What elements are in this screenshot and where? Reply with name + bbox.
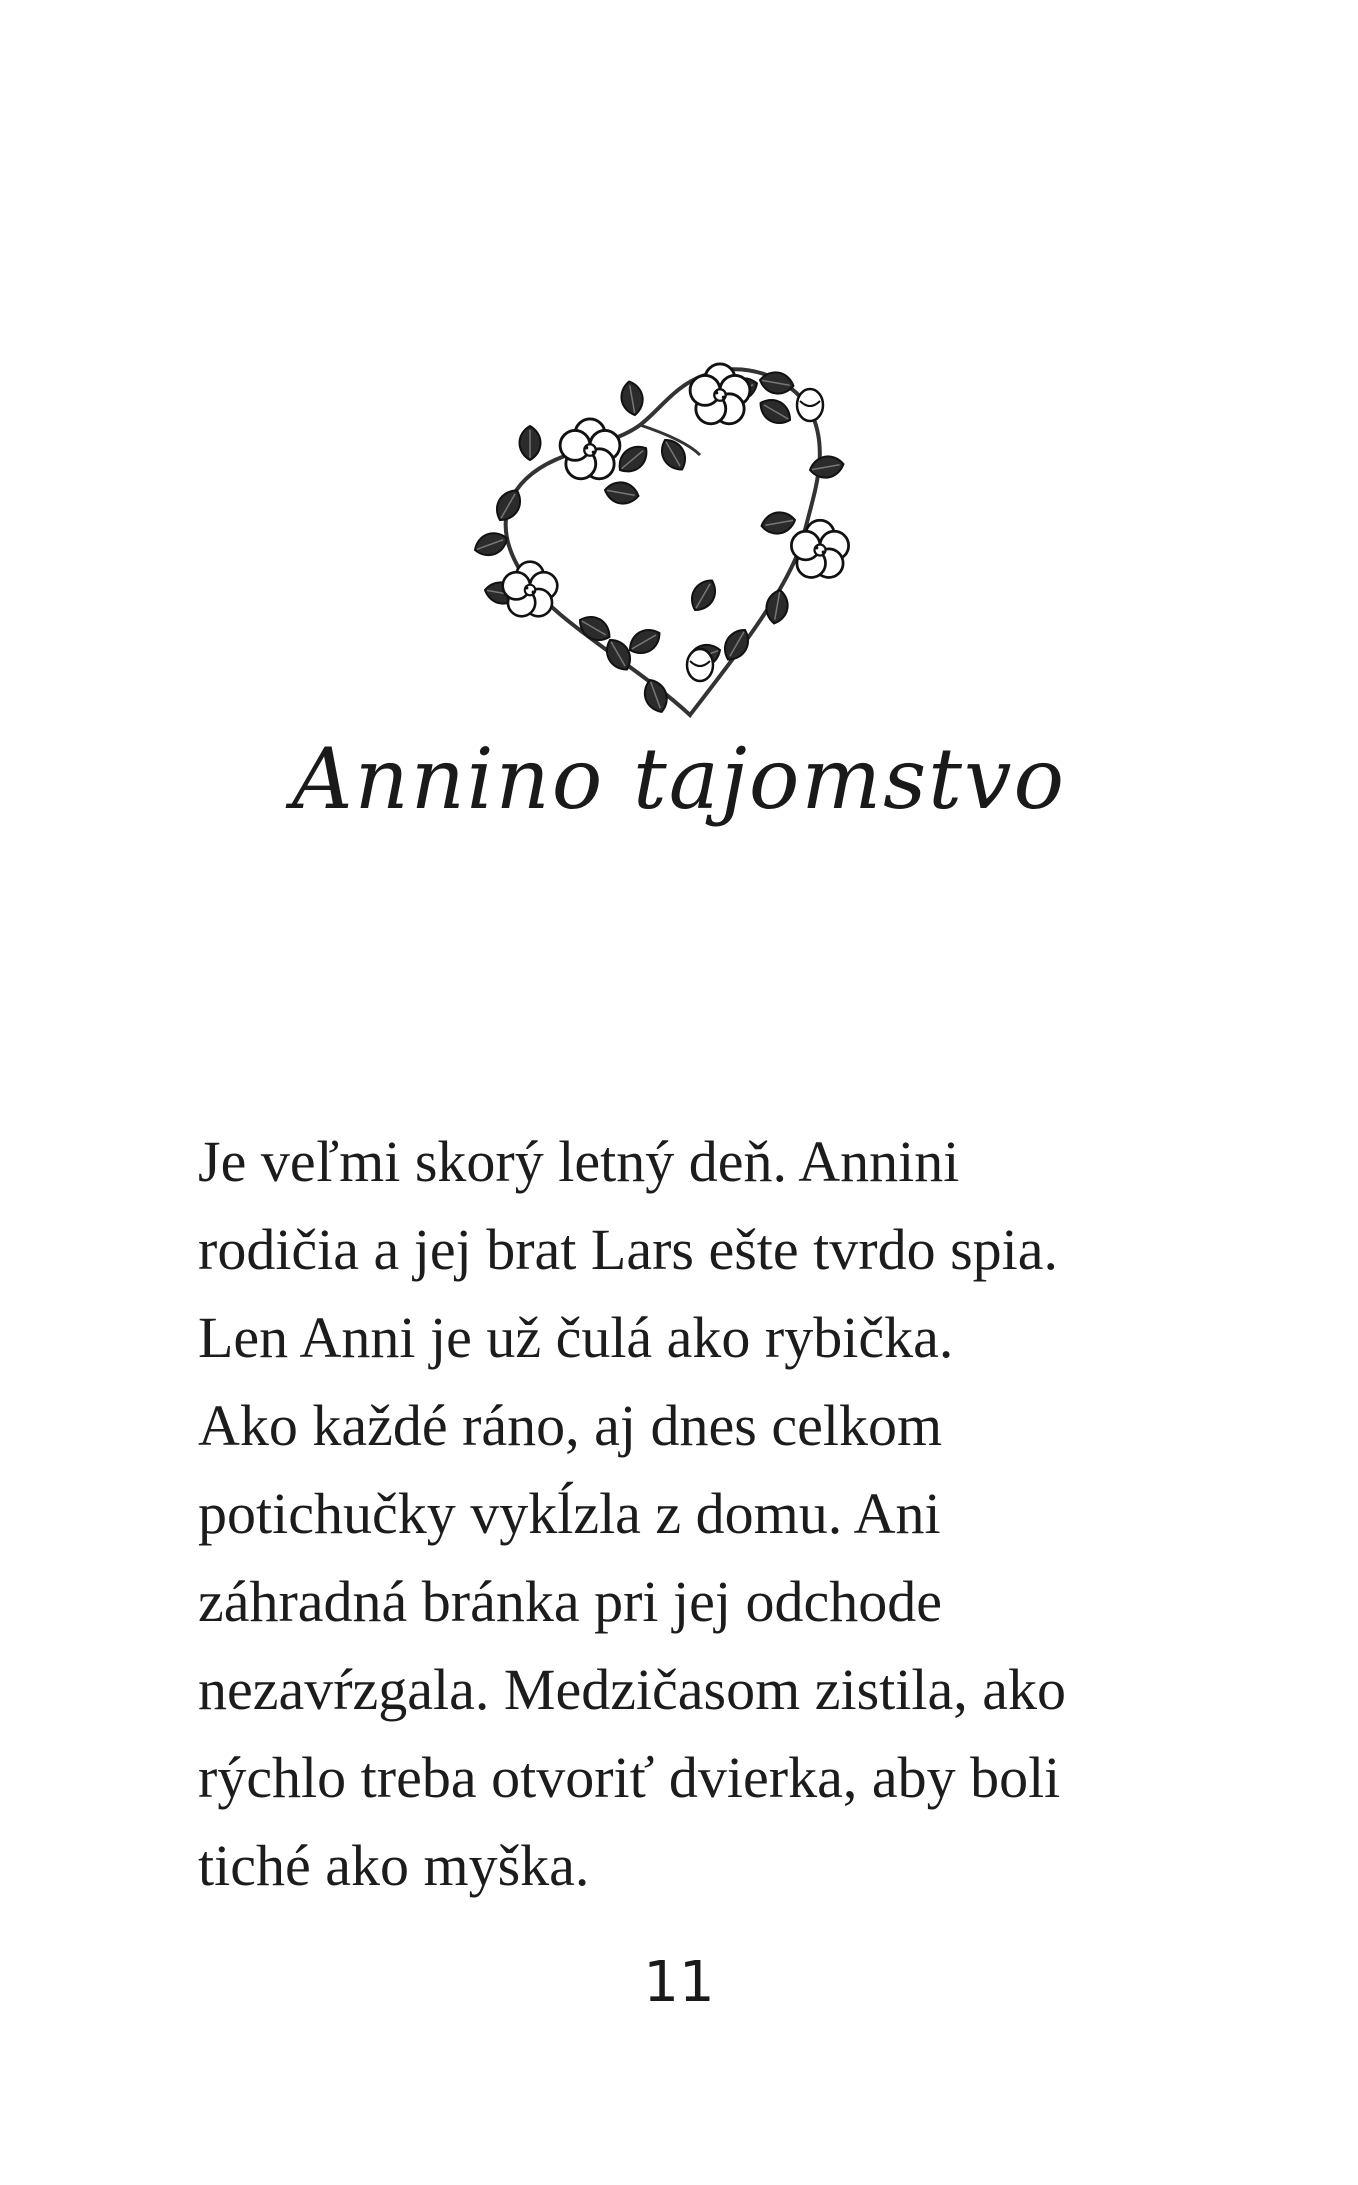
body-paragraph [198,1118,1198,1910]
body-line: nezavŕzgala. Medzičasom zistila, ako [198,1657,1066,1722]
body-line: Ako každé ráno, aj dnes celkom [198,1393,943,1458]
flower-heart-wreath-icon [460,320,920,720]
body-line: záhradná bránka pri jej odchode [198,1569,942,1634]
body-line: Len Anni je už čulá ako rybička. [198,1305,954,1370]
body-line: rýchlo treba otvoriť dvierka, aby boli [198,1745,1061,1810]
page-number: 11 [643,1950,715,2015]
body-line: rodičia a jej brat Lars ešte tvrdo spia. [198,1217,1059,1282]
chapter-title: Annino tajomstvo [291,730,1067,828]
body-line: tiché ako myška. [198,1833,590,1898]
body-line: potichučky vykĺzla z domu. Ani [198,1481,941,1546]
body-line: Je veľmi skorý letný deň. Annini [198,1129,960,1194]
